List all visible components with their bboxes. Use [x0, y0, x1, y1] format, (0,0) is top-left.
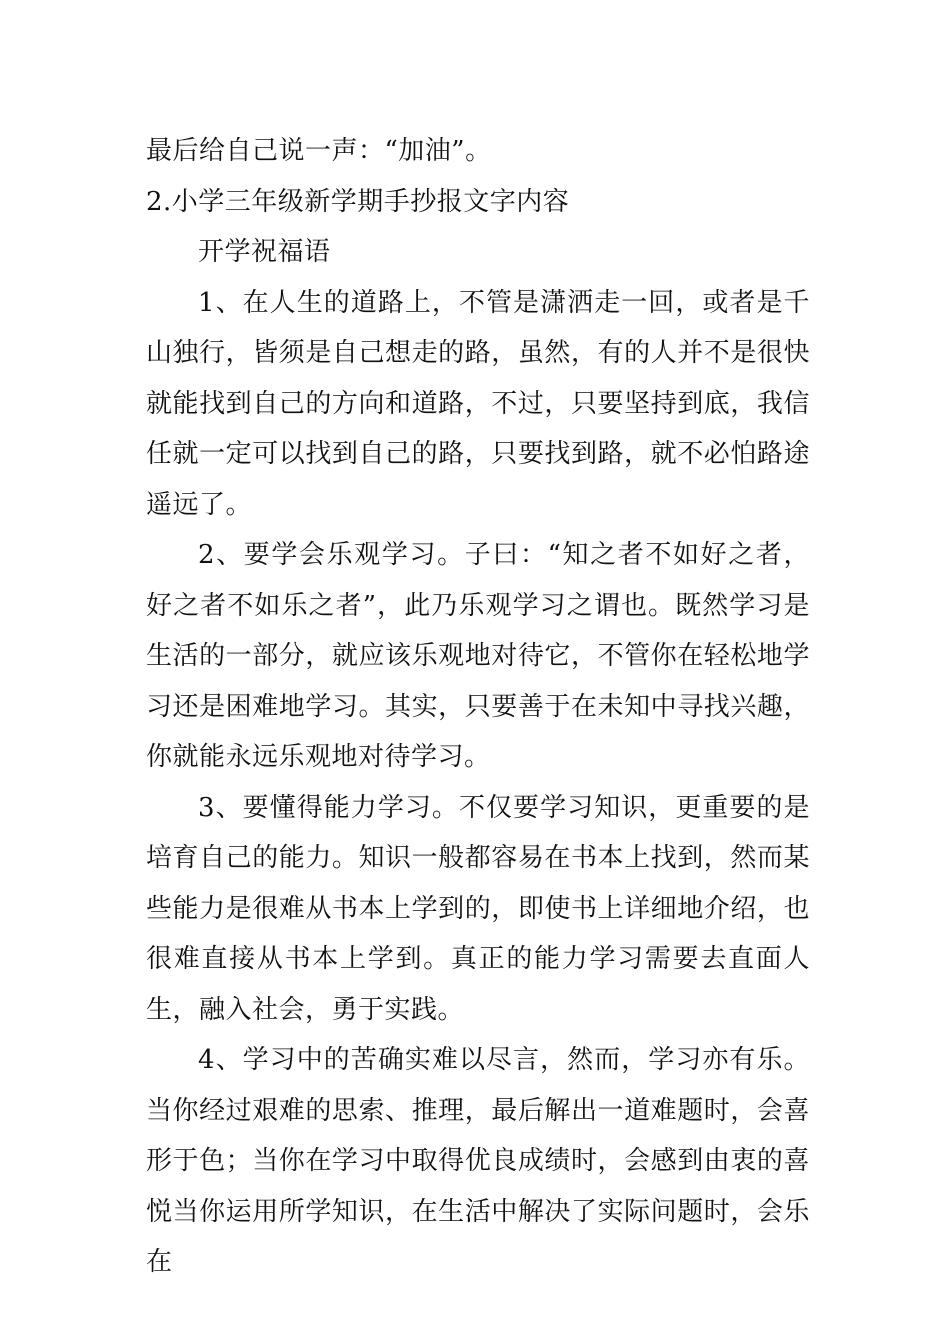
subsection-title: 开学祝福语 — [198, 237, 331, 267]
paragraph-item-2: 2、要学会乐观学习。子曰：“知之者不如好之者，好之者不如乐之者”，此乃乐观学习之谓也。既然学习是生活的一部分，就应该乐观地对待它，不管你在轻松地学习还是困难地学习。其实，只要善于在未知中寻找兴趣，你就能永远乐观地对待学习。 — [146, 540, 810, 772]
section-heading: 2.小学三年级新学期手抄报文字内容 — [146, 186, 570, 217]
paragraph-closing-line: 最后给自己说一声：“加油”。 — [146, 136, 492, 166]
paragraph-item-3: 3、要懂得能力学习。不仅要学习知识，更重要的是培育自己的能力。知识一般都容易在书本上找到，然而某些能力是很难从书本上学到的，即使书上详细地介绍，也很难直接从书本上学到。真正的能力学习需要去直面人生，融入社会，勇于实践。 — [146, 792, 810, 1025]
paragraph-item-4: 4、学习中的苦确实难以尽言，然而，学习亦有乐。当你经过艰难的思索、推理，最后解出一道难题时，会喜形于色；当你在学习中取得优良成绩时，会感到由衷的喜悦当你运用所学知识，在生活中解决了实际问题时，会乐在 — [146, 1045, 810, 1277]
paragraph-item-1: 1、在人生的道路上，不管是潇洒走一回，或者是千山独行，皆须是自己想走的路，虽然，有的人并不是很快就能找到自己的方向和道路，不过，只要坚持到底，我信任就一定可以找到自己的路，只要找到路，就不必怕路途遥远了。 — [146, 287, 810, 520]
document-body — [146, 126, 810, 1288]
